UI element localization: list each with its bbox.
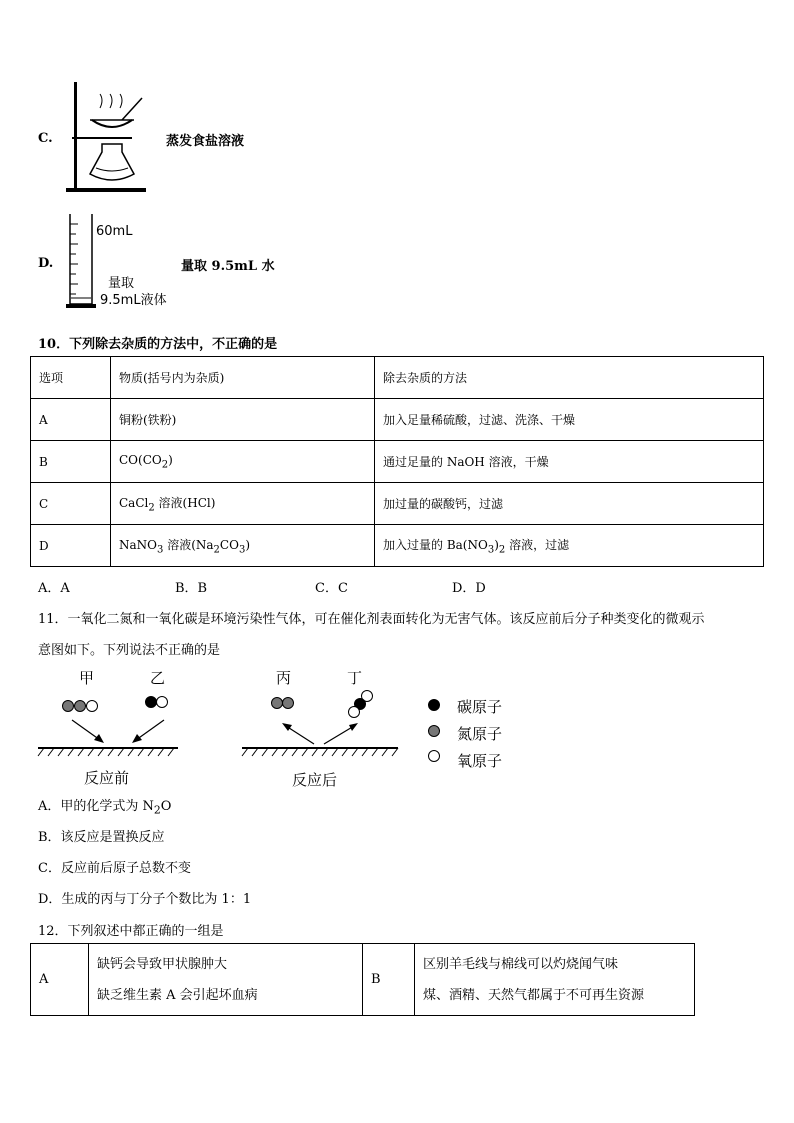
option-d-text: 量取 9.5mL 水 bbox=[181, 259, 275, 274]
q11-option-a-subscript: 2 bbox=[153, 803, 161, 817]
q12-a-line1: 缺钙会导致甲状腺肿大 bbox=[97, 956, 228, 972]
q12-stem: 12．下列叙述中都正确的一组是 bbox=[38, 924, 224, 939]
row-option: C bbox=[31, 483, 111, 525]
label-yi: 乙 bbox=[150, 669, 166, 687]
choice-c[interactable]: C．C bbox=[315, 581, 348, 596]
legend-nitrogen-atom bbox=[429, 726, 440, 737]
legend-oxygen-atom bbox=[429, 751, 440, 762]
q11-option-c[interactable]: C．反应前后原子总数不变 bbox=[38, 861, 191, 876]
q11-option-a[interactable] bbox=[38, 795, 171, 817]
cylinder-volume-label: 9.5mL液体 bbox=[100, 293, 167, 308]
row-substance: CaCl$_2$ 溶液(HCl) bbox=[111, 483, 375, 525]
q11-stem-line2: 意图如下。下列说法不正确的是 bbox=[38, 643, 221, 658]
jia-nitrogen-atom-2 bbox=[75, 701, 86, 712]
table-row bbox=[31, 441, 764, 483]
legend-atoms bbox=[426, 696, 442, 766]
header-method: 除去杂质的方法 bbox=[375, 357, 764, 399]
jia-oxygen-atom bbox=[87, 701, 98, 712]
legend-nitrogen: 氮原子 bbox=[457, 725, 503, 743]
row-option: A bbox=[31, 399, 111, 441]
bing-nitrogen-atom-2 bbox=[283, 698, 294, 709]
label-bing: 丙 bbox=[276, 669, 292, 687]
table-row bbox=[31, 399, 764, 441]
q11-option-d[interactable]: D．生成的丙与丁分子个数比为 1：1 bbox=[38, 892, 252, 907]
row-substance: NaNO$_3$ 溶液$(Na_2CO_3)$ bbox=[111, 525, 375, 567]
reaction-diagram bbox=[30, 688, 410, 760]
row-option: D bbox=[31, 525, 111, 567]
option-c-text: 蒸发食盐溶液 bbox=[166, 134, 245, 149]
q12-b-line2: 煤、酒精、天然气都属于不可再生资源 bbox=[423, 987, 645, 1003]
cylinder-measure-label: 量取 bbox=[108, 276, 135, 291]
q12-b-line1: 区别羊毛线与棉线可以灼烧闻气味 bbox=[423, 956, 619, 972]
header-option: 选项 bbox=[31, 357, 111, 399]
q10-choices bbox=[38, 577, 738, 595]
yi-oxygen-atom bbox=[157, 697, 168, 708]
row-method: 加过量的碳酸钙，过滤 bbox=[375, 483, 764, 525]
row-method: 加入足量稀硫酸，过滤、洗涤、干燥 bbox=[375, 399, 764, 441]
legend-carbon: 碳原子 bbox=[457, 698, 503, 716]
table-row bbox=[31, 483, 764, 525]
label-before: 反应前 bbox=[84, 769, 130, 787]
ding-oxygen-atom-2 bbox=[349, 707, 360, 718]
q12-a-line2: 缺乏维生素 A 会引起坏血病 bbox=[97, 987, 258, 1003]
q11-stem-line1: 11．一氧化二氮和一氧化碳是环境污染性气体，可在催化剂表面转化为无害气体。该反应前后分子种类变化的微观示 bbox=[38, 612, 705, 627]
choice-d[interactable]: D．D bbox=[452, 581, 486, 596]
legend-carbon-atom bbox=[429, 700, 440, 711]
row-substance: $CO(CO_2)$ bbox=[111, 441, 375, 483]
jia-nitrogen-atom-1 bbox=[63, 701, 74, 712]
evaporation-apparatus-illustration bbox=[62, 78, 152, 196]
table-header-row bbox=[31, 357, 764, 399]
option-c-letter: C. bbox=[38, 131, 53, 146]
row-method: 加入过量的 $Ba(NO_3)_2$ 溶液，过滤 bbox=[375, 525, 764, 567]
bing-nitrogen-atom-1 bbox=[272, 698, 283, 709]
row-method: 通过足量的 NaOH 溶液，干燥 bbox=[375, 441, 764, 483]
table-row bbox=[31, 525, 764, 567]
q11-option-a-text: A．甲的化学式为 N bbox=[38, 799, 154, 814]
row-substance: 铜粉(铁粉) bbox=[111, 399, 375, 441]
header-substance: 物质(括号内为杂质) bbox=[111, 357, 375, 399]
q12-option-a[interactable]: A bbox=[31, 944, 89, 1016]
choice-a[interactable]: A．A bbox=[38, 581, 70, 596]
q10-table bbox=[30, 356, 764, 567]
yi-carbon-atom bbox=[146, 697, 157, 708]
cylinder-60ml-label: 60mL bbox=[96, 224, 133, 239]
row-option: B bbox=[31, 441, 111, 483]
q11-option-b[interactable]: B．该反应是置换反应 bbox=[38, 830, 165, 845]
q12-option-a-content bbox=[89, 944, 363, 1016]
label-jia: 甲 bbox=[79, 669, 95, 687]
table-row bbox=[31, 944, 695, 1016]
label-ding: 丁 bbox=[347, 669, 363, 687]
legend-oxygen: 氧原子 bbox=[457, 752, 503, 770]
label-after: 反应后 bbox=[292, 771, 338, 789]
choice-b[interactable]: B．B bbox=[175, 581, 208, 596]
option-d-letter: D. bbox=[38, 256, 54, 271]
q10-stem: 10．下列除去杂质的方法中，不正确的是 bbox=[38, 337, 278, 352]
q11-option-a-tail: O bbox=[160, 799, 172, 814]
q12-option-b-content bbox=[415, 944, 695, 1016]
q12-option-b[interactable]: B bbox=[363, 944, 415, 1016]
q12-table bbox=[30, 943, 695, 1016]
